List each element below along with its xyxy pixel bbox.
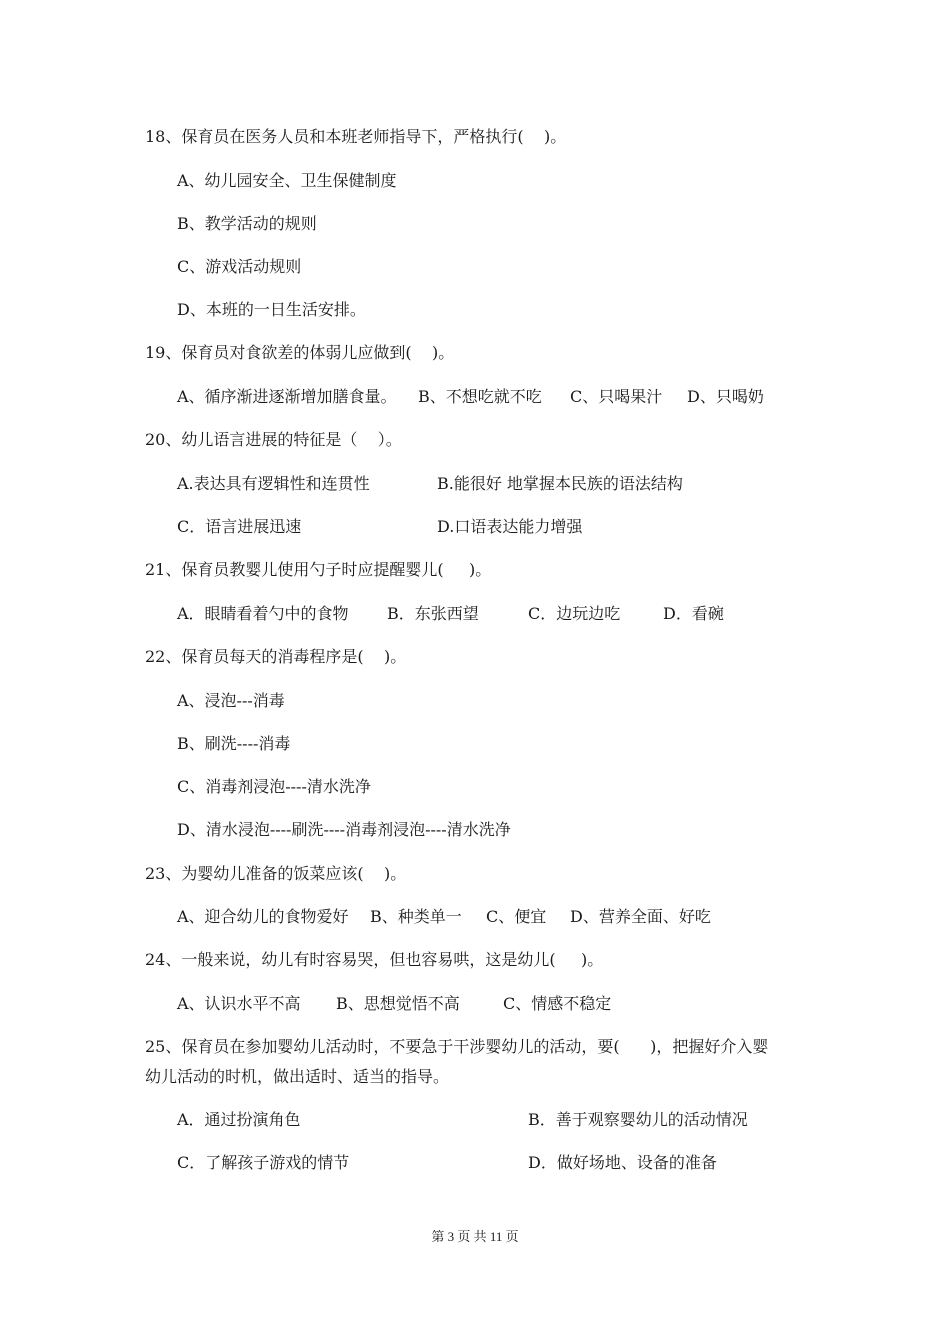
question-21-stem: 21、保育员教婴儿使用勺子时应提醒婴儿( )。 [145,560,492,579]
question-21-option-a: A．眼睛看着勺中的食物 [177,604,349,623]
question-19-option-c: C、只喝果汁 [570,387,663,406]
question-21-option-c: C．边玩边吃 [528,604,621,623]
question-19-option-d: D、只喝奶 [687,387,764,406]
question-22-option-b: B、刷洗----消毒 [177,734,291,753]
question-18-option-a: A、幼儿园安全、卫生保健制度 [177,171,397,190]
page-number-footer: 第 3 页 共 11 页 [431,1229,519,1244]
question-18-option-d: D、本班的一日生活安排。 [177,300,366,319]
question-23-option-d: D、营养全面、好吃 [570,907,711,926]
question-24-option-b: B、思想觉悟不高 [336,994,460,1013]
question-20-stem: 20、幼儿语言进展的特征是（ ）。 [145,430,402,449]
question-24-stem: 24、一般来说，幼儿有时容易哭，但也容易哄，这是幼儿( )。 [145,950,604,969]
question-25-option-b: B．善于观察婴幼儿的活动情况 [528,1110,748,1129]
question-25-option-a: A．通过扮演角色 [177,1110,301,1129]
question-22-option-c: C、消毒剂浸泡----清水洗净 [177,777,371,796]
question-18-option-c: C、游戏活动规则 [177,257,302,276]
question-23-option-a: A、迎合幼儿的食物爱好 [177,907,349,926]
question-22-option-d: D、清水浸泡----刷洗----消毒剂浸泡----清水洗净 [177,820,511,839]
question-25-option-c: C．了解孩子游戏的情节 [177,1153,350,1172]
question-20-option-d: D.口语表达能力增强 [437,517,583,536]
question-18-option-b: B、教学活动的规则 [177,214,317,233]
question-25-option-d: D．做好场地、设备的准备 [528,1153,717,1172]
question-19-option-a: A、循序渐进逐渐增加膳食量。 [177,387,397,406]
question-19-stem: 19、保育员对食欲差的体弱儿应做到( )。 [145,343,455,362]
question-24-option-a: A、认识水平不高 [177,994,301,1013]
question-21-option-d: D．看碗 [663,604,724,623]
question-22-option-a: A、浸泡---消毒 [177,691,285,710]
question-23-option-c: C、便宜 [486,907,547,926]
question-25-stem-line1: 25、保育员在参加婴幼儿活动时，不要急于干涉婴幼儿的活动，要( )，把握好介入婴 [145,1037,769,1056]
question-18-stem: 18、保育员在医务人员和本班老师指导下，严格执行( )。 [145,127,567,146]
question-20-option-a: A.表达具有逻辑性和连贯性 [177,474,370,493]
question-20-option-b: B.能很好 地掌握本民族的语法结构 [437,474,683,493]
question-22-stem: 22、保育员每天的消毒程序是( )。 [145,647,407,666]
question-20-option-c: C．语言进展迅速 [177,517,302,536]
question-21-option-b: B．东张西望 [387,604,479,623]
question-25-stem-line2: 幼儿活动的时机，做出适时、适当的指导。 [145,1067,450,1086]
question-23-stem: 23、为婴幼儿准备的饭菜应该( )。 [145,864,407,883]
question-24-option-c: C、情感不稳定 [503,994,612,1013]
question-23-option-b: B、种类单一 [370,907,462,926]
question-19-option-b: B、不想吃就不吃 [418,387,542,406]
